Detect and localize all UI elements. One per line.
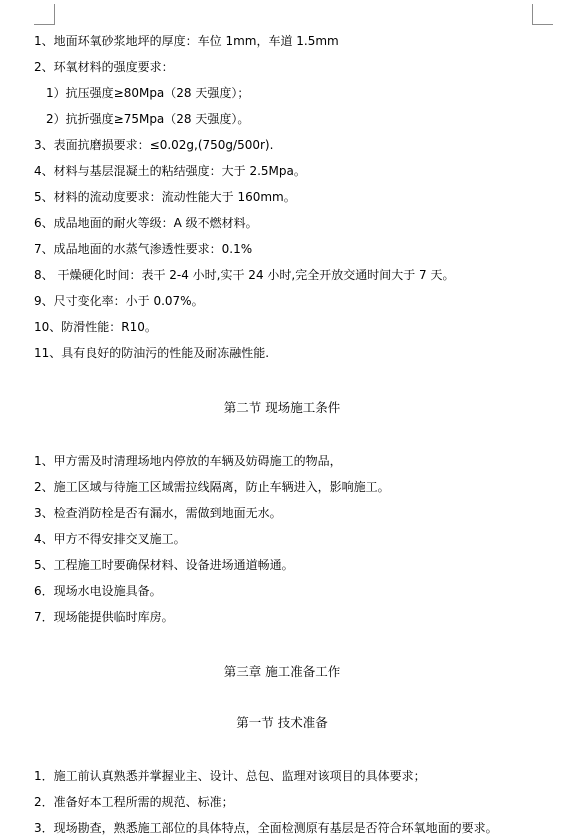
- page-corner-top-right-mark: [532, 4, 553, 25]
- requirement-item-1: 1、地面环氧砂浆地坪的厚度：车位 1mm，车道 1.5mm: [34, 34, 339, 48]
- chapter-heading-preparation: 第三章 施工准备工作: [223, 664, 341, 679]
- requirement-item-8: 8、 干燥硬化时间：表干 2-4 小时,实干 24 小时,完全开放交通时间大于 7 天。: [34, 268, 455, 282]
- requirement-subitem-1: 1）抗压强度≥80Mpa（28 天强度）；: [46, 86, 250, 100]
- site-condition-item-3: 3、检查消防栓是否有漏水，需做到地面无水。: [34, 506, 282, 520]
- requirement-item-10: 10、防滑性能：R10。: [34, 320, 157, 334]
- requirement-item-4: 4、材料与基层混凝土的粘结强度：大于 2.5Mpa。: [34, 164, 306, 178]
- requirement-item-7: 7、成品地面的水蒸气渗透性要求：0.1%: [34, 242, 253, 256]
- requirement-item-2: 2、环氧材料的强度要求：: [34, 60, 174, 74]
- requirement-item-3: 3、表面抗磨损要求：≤0.02g,(750g/500r).: [34, 138, 274, 152]
- section-heading-technical-preparation: 第一节 技术准备: [236, 715, 328, 730]
- technical-item-1: 1．施工前认真熟悉并掌握业主、设计、总包、监理对该项目的具体要求；: [34, 769, 426, 783]
- site-condition-item-5: 5、工程施工时要确保材料、设备进场通道畅通。: [34, 558, 294, 572]
- technical-item-3: 3．现场勘查，熟悉施工部位的具体特点，全面检测原有基层是否符合环氧地面的要求。: [34, 821, 498, 835]
- site-condition-item-2: 2、施工区域与待施工区域需拉线隔离，防止车辆进入，影响施工。: [34, 480, 390, 494]
- requirement-item-5: 5、材料的流动度要求：流动性能大于 160mm。: [34, 190, 296, 204]
- site-condition-item-1: 1、甲方需及时清理场地内停放的车辆及妨碍施工的物品，: [34, 454, 342, 468]
- site-condition-item-7: 7．现场能提供临时库房。: [34, 610, 174, 624]
- site-condition-item-6: 6．现场水电设施具备。: [34, 584, 162, 598]
- section-heading-site-conditions: 第二节 现场施工条件: [223, 400, 341, 415]
- technical-item-2: 2．准备好本工程所需的规范、标准；: [34, 795, 234, 809]
- site-condition-item-4: 4、甲方不得安排交叉施工。: [34, 532, 186, 546]
- page-corner-top-left-mark: [34, 4, 55, 25]
- requirement-item-11: 11、具有良好的防油污的性能及耐冻融性能.: [34, 346, 270, 360]
- requirement-item-6: 6、成品地面的耐火等级：A 级不燃材料。: [34, 216, 258, 230]
- requirement-subitem-2: 2）抗折强度≥75Mpa（28 天强度）。: [46, 112, 250, 126]
- requirement-item-9: 9、尺寸变化率：小于 0.07%。: [34, 294, 204, 308]
